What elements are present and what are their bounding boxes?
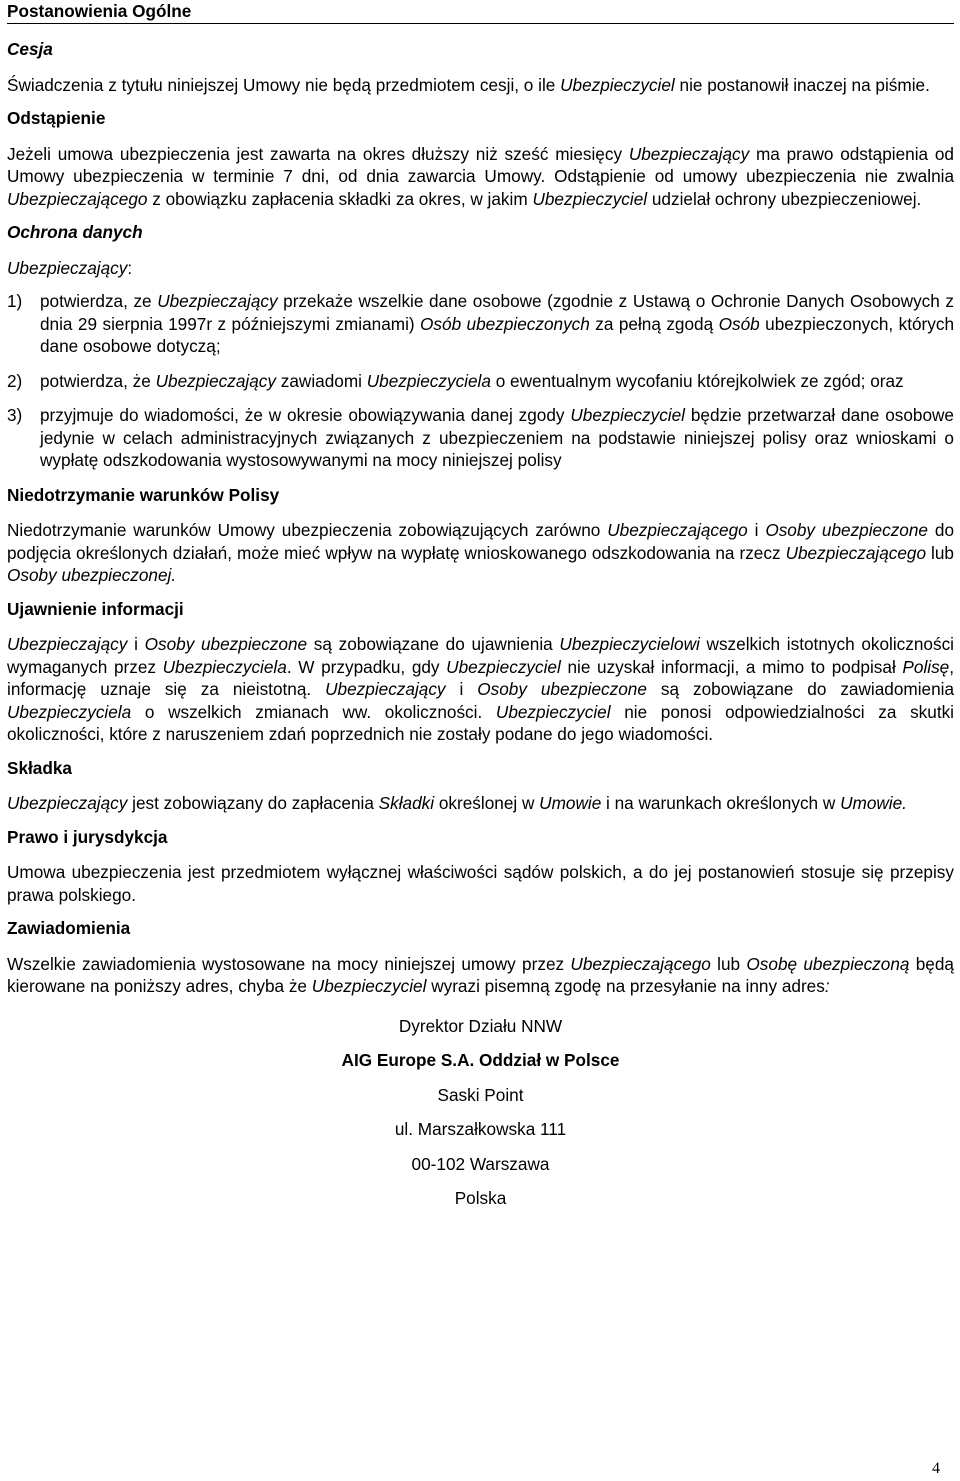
text-run: o ewentualnym wycofaniu którejkolwiek ze zgód; oraz [490,370,904,391]
text-run: wyrazi pisemną zgodę na przesyłanie na inny adres [426,976,825,996]
text-run: są zobowiązane do ujawnienia [307,634,560,654]
emphasized-term: Osoby ubezpieczonej. [7,565,177,585]
address-line: Saski Point [437,1084,524,1105]
heading-zawiadomienia: Zawiadomienia [7,918,131,938]
text-run: ubezpieczonych, których dane osobowe dotyczą; [40,313,955,356]
heading-odstapienie: Odstąpienie [7,108,106,128]
list-item-number: 1) [7,291,23,311]
emphasized-term: Osobę ubezpieczoną [746,953,910,974]
document-page [7,0,954,1222]
heading-cesja: Cesja [7,39,53,59]
emphasized-term: Ubezpieczyciel [446,656,561,677]
paragraph-cesja [7,74,954,97]
text-run: są zobowiązane do zawiadomienia [646,679,955,699]
emphasized-term: Polisę [902,656,950,677]
emphasized-term: Ubezpieczyciel [560,74,675,95]
ochrona-subject-label: Ubezpieczający [7,257,128,278]
paragraph-ujawnienie [7,633,954,746]
heading-ujawnienie: Ujawnienie informacji [7,598,184,619]
text-run: do podjęcia określonych działań, może mieć wpływ na wypłatę wnioskowanego odszkodowania na rzecz [7,520,954,563]
text-run: Niedotrzymanie warunków Umowy ubezpieczenia zobowiązujących zarówno [7,520,608,540]
emphasized-term: Ubezpieczyciela [7,701,132,722]
ochrona-subject [7,257,954,280]
list-item [7,404,954,472]
address-block [7,1015,954,1210]
text-run: Wszelkie zawiadomienia wystosowane na mocy niniejszej umowy przez [7,953,571,974]
address-line: 00-102 Warszawa [411,1153,550,1174]
text-run: i na warunkach określonych w [601,793,841,813]
text-run: przyjmuje do wiadomości, że w okresie obowiązywania danej zgody [40,405,571,425]
emphasized-term: Ubezpieczającego [570,953,711,974]
emphasized-term: Ubezpieczający [155,370,276,391]
text-run: jest zobowiązany do zapłacenia [127,793,379,813]
paragraph-zawiadomienia [7,953,954,998]
text-run: i [445,679,478,699]
ochrona-subject-colon: : [127,257,133,278]
emphasized-term: Umowie. [840,793,907,813]
text-run: i [127,634,145,654]
text-run: wszelkich istotnych okoliczności wymaganych przez [7,634,954,677]
list-item-number: 2) [7,370,23,391]
text-run: za pełną zgodą [589,313,719,334]
emphasized-term: Ubezpieczający [628,143,750,164]
text-run: określonej w [434,793,540,813]
address-line: ul. Marszałkowska 111 [394,1119,567,1139]
emphasized-term: Ubezpieczającego [607,520,748,540]
emphasized-term: Ubezpieczyciel [311,976,427,996]
document-title: Postanowienia Ogólne [7,0,954,24]
heading-ochrona-danych: Ochrona danych [7,222,143,242]
emphasized-term: Ubezpieczającego [7,188,148,209]
paragraph-niedotrzymanie [7,519,954,587]
text-run: potwierdza, że [40,370,156,391]
list-item-text [40,290,954,358]
heading-prawo: Prawo i jurysdykcja [7,826,168,847]
list-item [7,290,954,358]
heading-skladka: Składka [7,757,72,778]
text-run: . W przypadku, gdy [286,656,447,677]
emphasized-term: Ubezpieczającego [785,542,927,563]
emphasized-term: Osoby ubezpieczone [144,634,308,654]
text-run: lub [926,542,954,563]
list-item [7,370,954,393]
emphasized-term: Osoby ubezpieczone [477,679,647,699]
emphasized-term: Umowie [539,793,602,813]
text-run: z obowiązku zapłacenia składki za okres, w jakim [147,188,533,209]
text-run: lub [710,953,747,974]
emphasized-term: Ubezpieczający [7,634,128,654]
text-run: potwierdza, ze [40,291,158,311]
emphasized-term: Składki [378,793,435,813]
text-run: nie ponosi odpowiedzialności za skutki okoliczności, które z naruszeniem zdań poprzednich nie zostały podane do jego wiadomości. [7,701,955,744]
emphasized-term: Ubezpieczycielowi [559,634,700,654]
list-item-number: 3) [7,405,23,425]
paragraph-skladka [7,792,954,815]
emphasized-term: Ubezpieczyciela [366,370,491,391]
emphasized-term: : [824,976,830,996]
ochrona-list [7,290,954,472]
emphasized-term: Ubezpieczający [7,793,128,813]
paragraph-prawo: Umowa ubezpieczenia jest przedmiotem wyłącznej właściwości sądów polskich, a do jej postanowień stosuje się przepisy prawa polskiego. [7,862,954,905]
text-run: będzie przetwarzał dane osobowe jedynie w celach administracyjnych związanych z ubezpieczeniem na podstawie niniejszej polisy oraz wnioskami o wypłatę odszkodowania wystosowywanymi na mocy niniejszej polisy [40,405,954,470]
text-run: nie uzyskał informacji, a mimo to podpisał [560,656,903,677]
address-line: Dyrektor Działu NNW [398,1015,563,1036]
address-company: AIG Europe S.A. Oddział w Polsce [341,1050,620,1070]
emphasized-term: Osób [718,313,760,334]
address-line: Polska [454,1188,507,1208]
text-run: nie postanowił inaczej na piśmie. [674,74,930,95]
list-item-text [40,370,954,393]
text-run: Świadczenia z tytułu niniejszej Umowy nie będą przedmiotem cesji, o ile [7,74,561,95]
emphasized-term: Ubezpieczyciela [162,656,287,677]
page-number: 4 [932,1460,940,1477]
text-run: przekaże wszelkie dane osobowe (zgodnie z Ustawą o Ochronie Danych Osobowych z dnia 29 sierpnia 1997r z późniejszymi zmianami) [40,291,954,334]
emphasized-term: Ubezpieczyciel [570,405,686,425]
text-run: i [747,520,766,540]
text-run: , informację uznaje się za nieistotną. [7,656,955,699]
list-item-text [40,404,954,472]
text-run: Jeżeli umowa ubezpieczenia jest zawarta na okres dłuższy niż sześć miesięcy [7,143,629,164]
heading-niedotrzymanie: Niedotrzymanie warunków Polisy [7,484,280,505]
text-run: będą kierowane na poniższy adres, chyba że [7,953,954,996]
text-run: zawiadomi [275,370,367,391]
text-run: ma prawo odstąpienia od Umowy ubezpieczenia w terminie 7 dni, od dnia zawarcia Umowy. Odstąpienie od umowy ubezpieczenia nie zwalnia [7,143,954,186]
emphasized-term: Osoby ubezpieczone [765,520,928,540]
emphasized-term: Ubezpieczyciel [532,188,648,209]
emphasized-term: Ubezpieczyciel [495,701,611,722]
emphasized-term: Ubezpieczający [325,679,446,699]
emphasized-term: Osób ubezpieczonych [420,313,590,334]
paragraph-odstapienie [7,143,954,211]
text-run: udzielał ochrony ubezpieczeniowej. [647,188,922,209]
text-run: o wszelkich zmianach ww. okoliczności. [131,701,496,722]
emphasized-term: Ubezpieczający [157,291,278,311]
